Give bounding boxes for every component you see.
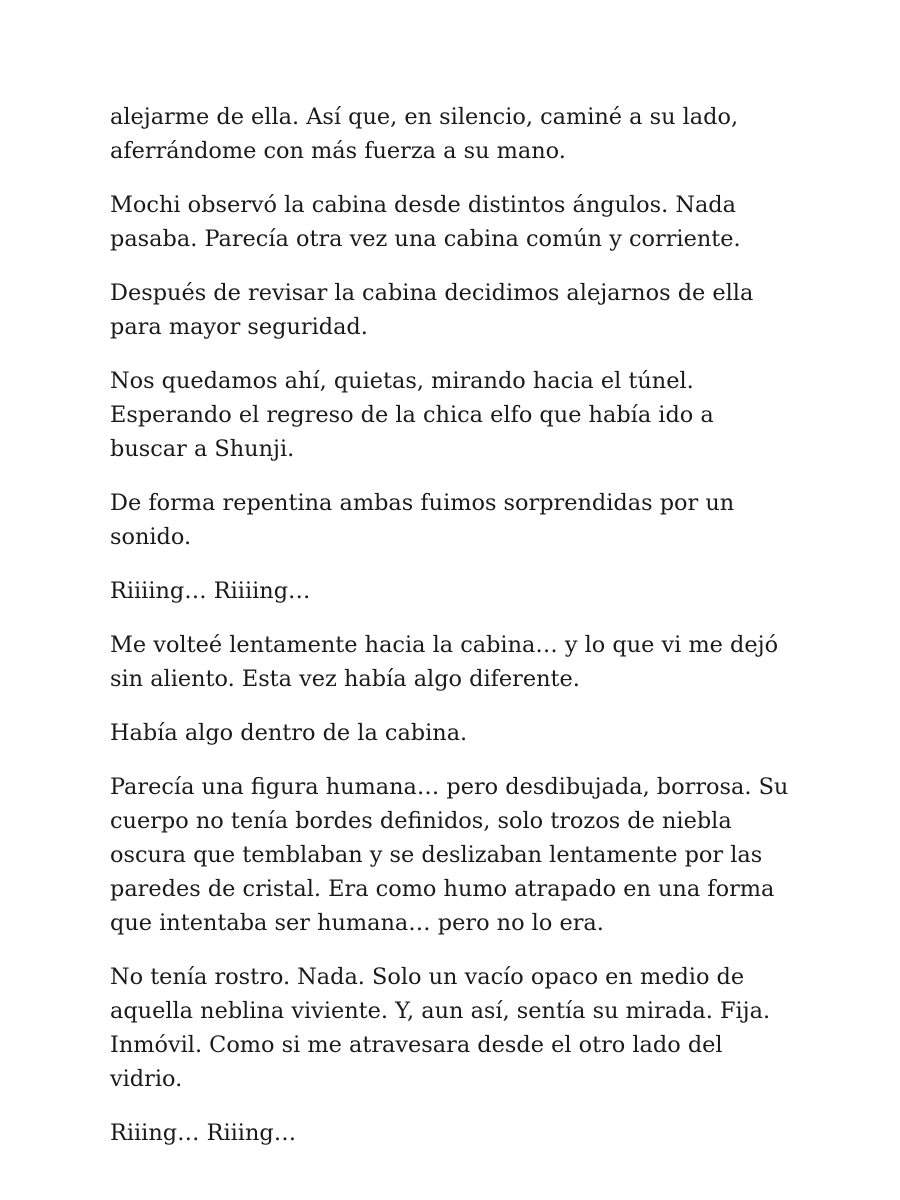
paragraph-4: Nos quedamos ahí, quietas, mirando hacia el túnel. Esperando el regreso de la chica elfo que había ido a buscar a Shunji.	[110, 368, 714, 462]
paragraph-2: Mochi observó la cabina desde distintos ángulos. Nada pasaba. Parecía otra vez una cabina común y corriente.	[110, 192, 741, 252]
paragraph-3: Después de revisar la cabina decidimos alejarnos de ella para mayor seguridad.	[110, 280, 754, 340]
paragraph-1: alejarme de ella. Así que, en silencio, caminé a su lado, aferrándome con más fuerza a su mano.	[110, 104, 739, 164]
paragraph-11: Riiing… Riiing…	[110, 1120, 297, 1146]
paragraph-7: Me volteé lentamente hacia la cabina… y lo que vi me dejó sin aliento. Esta vez había algo diferente.	[110, 632, 779, 692]
paragraph-5: De forma repentina ambas fuimos sorprendidas por un sonido.	[110, 490, 735, 550]
paragraph-6: Riiiing… Riiiing…	[110, 578, 311, 604]
paragraph-9: Parecía una figura humana… pero desdibujada, borrosa. Su cuerpo no tenía bordes definidos, solo trozos de niebla oscura que temblaban y se deslizaban lentamente por las paredes de cristal. Era como humo atrapado en una forma que intentaba ser humana… pero no lo era.	[110, 774, 789, 936]
paragraph-10: No tenía rostro. Nada. Solo un vacío opaco en medio de aquella neblina viviente. Y, aun así, sentía su mirada. Fija. Inmóvil. Como si me atravesara desde el otro lado del vidrio.	[110, 964, 771, 1092]
paragraph-8: Había algo dentro de la cabina.	[110, 720, 468, 746]
